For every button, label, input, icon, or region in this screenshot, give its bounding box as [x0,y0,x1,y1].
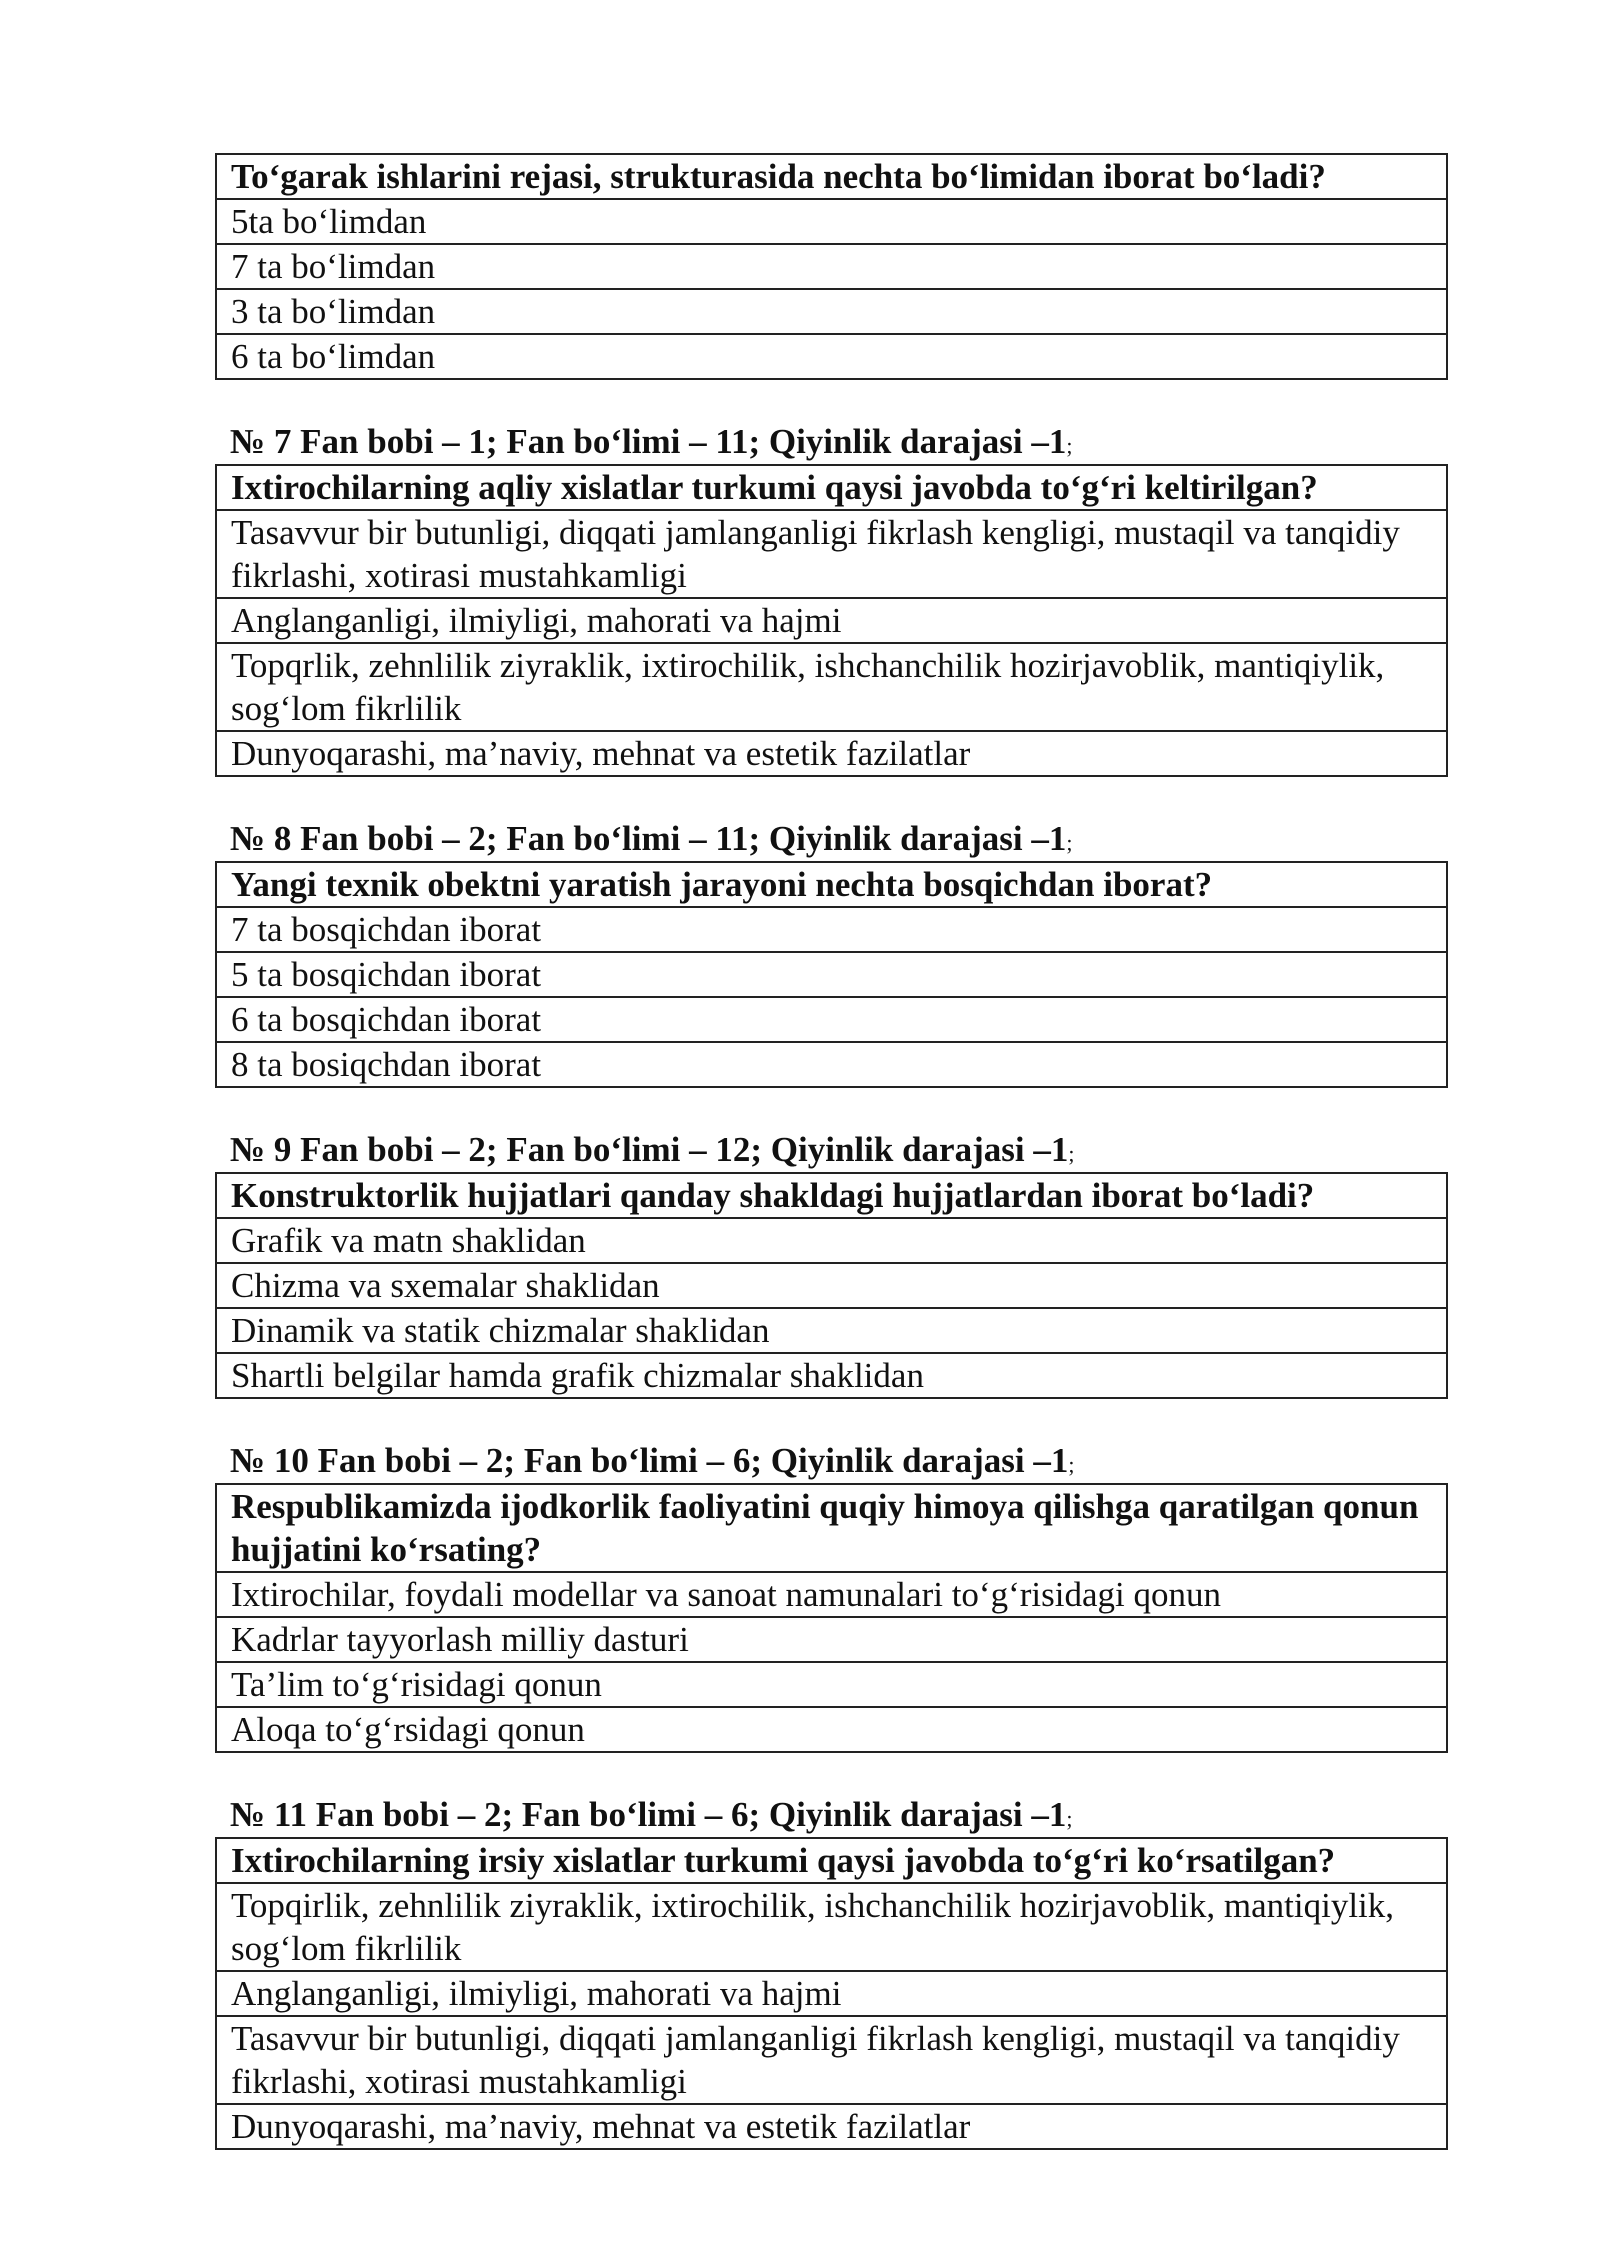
answer-option: 7 ta bo‘limdan [216,244,1447,289]
question-header: № 8 Fan bobi – 2; Fan bo‘limi – 11; Qiyinlik darajasi –1; [230,819,1073,858]
question-table-8 [215,861,1448,1088]
answer-option: Topqirlik, zehnlilik ziyraklik, ixtirochilik, ishchanchilik hozirjavoblik, mantiqiylik, sog‘lom fikrlilik [216,1883,1447,1971]
answer-option: 6 ta bo‘limdan [216,334,1447,379]
question-table-9 [215,1172,1448,1399]
answer-option: 8 ta bosiqchdan iborat [216,1042,1447,1087]
answer-option: 7 ta bosqichdan iborat [216,907,1447,952]
answer-option: 5 ta bosqichdan iborat [216,952,1447,997]
answer-option: Dunyoqarashi, ma’naviy, mehnat va estetik fazilatlar [216,731,1447,776]
question-text: Yangi texnik obektni yaratish jarayoni nechta bosqichdan iborat? [216,862,1447,907]
answer-option: Topqrlik, zehnlilik ziyraklik, ixtirochilik, ishchanchilik hozirjavoblik, mantiqiylik, sog‘lom fikrlilik [216,643,1447,731]
question-table-11 [215,1837,1448,2150]
document-page [215,153,1448,2150]
question-table-7 [215,464,1448,777]
question-text: Ixtirochilarning irsiy xislatlar turkumi qaysi javobda to‘g‘ri ko‘rsatilgan? [216,1838,1447,1883]
question-text: Ixtirochilarning aqliy xislatlar turkumi qaysi javobda to‘g‘ri keltirilgan? [216,465,1447,510]
question-header: № 11 Fan bobi – 2; Fan bo‘limi – 6; Qiyinlik darajasi –1; [230,1795,1073,1834]
answer-option: Dinamik va statik chizmalar shaklidan [216,1308,1447,1353]
answer-option: Ixtirochilar, foydali modellar va sanoat namunalari to‘g‘risidagi qonun [216,1572,1447,1617]
question-table-1 [215,153,1448,380]
answer-option: Aloqa to‘g‘rsidagi qonun [216,1707,1447,1752]
answer-option: Shartli belgilar hamda grafik chizmalar shaklidan [216,1353,1447,1398]
question-text: To‘garak ishlarini rejasi, strukturasida nechta bo‘limidan iborat bo‘ladi? [216,154,1447,199]
answer-option: 6 ta bosqichdan iborat [216,997,1447,1042]
answer-option: 3 ta bo‘limdan [216,289,1447,334]
answer-option: Chizma va sxemalar shaklidan [216,1263,1447,1308]
question-table-10 [215,1483,1448,1753]
answer-option: Grafik va matn shaklidan [216,1218,1447,1263]
answer-option: Tasavvur bir butunligi, diqqati jamlanganligi fikrlash kengligi, mustaqil va tanqidiy fikrlashi, xotirasi mustahkamligi [216,510,1447,598]
answer-option: Kadrlar tayyorlash milliy dasturi [216,1617,1447,1662]
answer-option: Anglanganligi, ilmiyligi, mahorati va hajmi [216,598,1447,643]
question-text: Respublikamizda ijodkorlik faoliyatini quqiy himoya qilishga qaratilgan qonun hujjatini ko‘rsating? [216,1484,1447,1572]
answer-option: 5ta bo‘limdan [216,199,1447,244]
question-header: № 9 Fan bobi – 2; Fan bo‘limi – 12; Qiyinlik darajasi –1; [230,1130,1075,1169]
answer-option: Ta’lim to‘g‘risidagi qonun [216,1662,1447,1707]
answer-option: Tasavvur bir butunligi, diqqati jamlanganligi fikrlash kengligi, mustaqil va tanqidiy fikrlashi, xotirasi mustahkamligi [216,2016,1447,2104]
question-header: № 7 Fan bobi – 1; Fan bo‘limi – 11; Qiyinlik darajasi –1; [230,422,1073,461]
answer-option: Anglanganligi, ilmiyligi, mahorati va hajmi [216,1971,1447,2016]
question-header: № 10 Fan bobi – 2; Fan bo‘limi – 6; Qiyinlik darajasi –1; [230,1441,1075,1480]
answer-option: Dunyoqarashi, ma’naviy, mehnat va estetik fazilatlar [216,2104,1447,2149]
question-text: Konstruktorlik hujjatlari qanday shakldagi hujjatlardan iborat bo‘ladi? [216,1173,1447,1218]
